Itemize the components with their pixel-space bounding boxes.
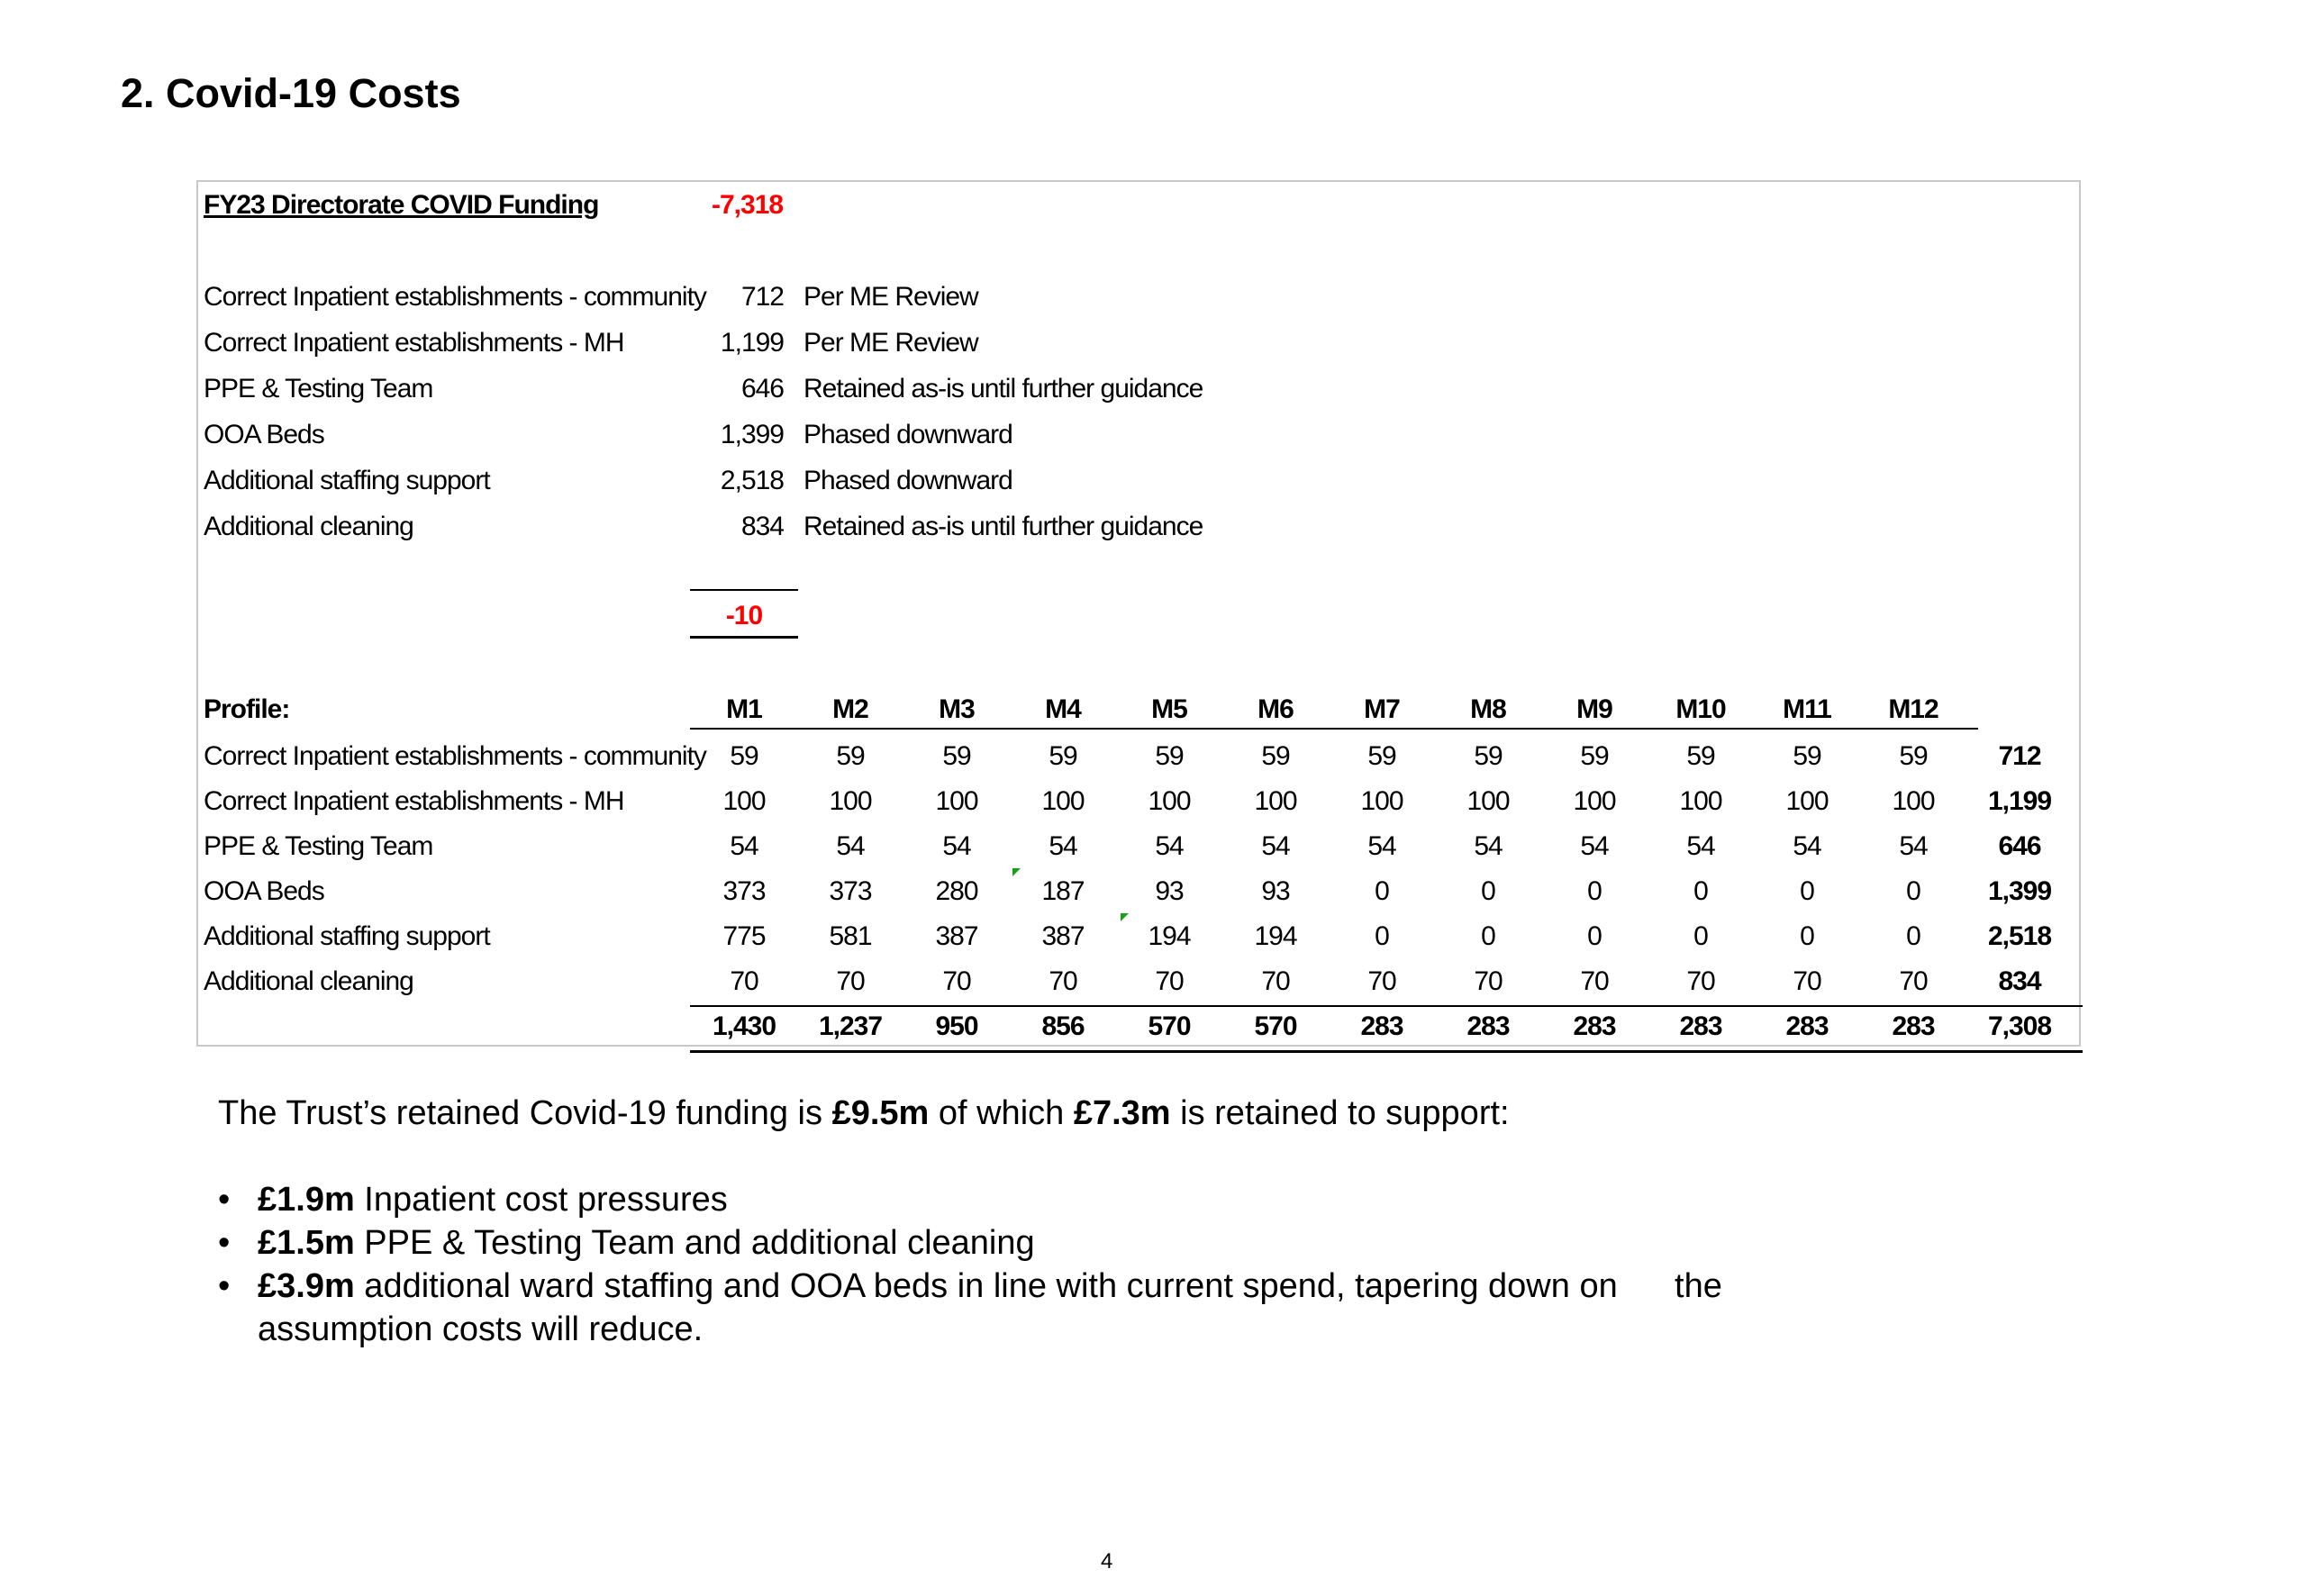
month-header-rule — [690, 728, 1978, 730]
profile-cell: 54 — [1686, 831, 1715, 861]
profile-cell: 59 — [1474, 741, 1503, 771]
profile-cell: 387 — [935, 921, 978, 951]
profile-cell: 0 — [1906, 876, 1920, 906]
month-total: 283 — [1785, 1011, 1829, 1041]
page-title: 2. Covid-19 Costs — [121, 70, 461, 116]
profile-row-total: 1,199 — [1987, 786, 2052, 816]
profile-row-total: 2,518 — [1987, 921, 2052, 951]
allocation-label: Correct Inpatient establishments - MH — [204, 328, 624, 358]
profile-cell: 54 — [836, 831, 865, 861]
allocation-label: Additional cleaning — [204, 512, 413, 541]
summary-intro: The Trust’s retained Covid-19 funding is £9.5m of which £7.3m is retained to support: — [218, 1094, 1510, 1132]
month-header: M9 — [1576, 694, 1612, 724]
profile-cell: 100 — [1892, 786, 1935, 816]
totals-bottom-rule — [690, 1050, 2083, 1053]
profile-cell: 0 — [1587, 921, 1602, 951]
profile-cell: 70 — [1686, 966, 1715, 996]
profile-row-label: Additional staffing support — [204, 921, 490, 951]
allocation-note: Retained as-is until further guidance — [803, 374, 1203, 404]
month-total: 283 — [1360, 1011, 1403, 1041]
month-header: M5 — [1151, 694, 1187, 724]
totals-top-rule — [690, 1005, 2083, 1007]
profile-cell: 0 — [1481, 876, 1495, 906]
month-total: 283 — [1892, 1011, 1935, 1041]
profile-cell: 0 — [1906, 921, 1920, 951]
profile-cell: 280 — [935, 876, 978, 906]
profile-cell: 59 — [1367, 741, 1396, 771]
profile-cell: 59 — [942, 741, 971, 771]
profile-cell: 373 — [722, 876, 766, 906]
profile-cell: 100 — [1041, 786, 1085, 816]
month-total: 856 — [1041, 1011, 1085, 1041]
month-header: M12 — [1888, 694, 1938, 724]
balance-bottom-rule — [690, 636, 798, 639]
funding-value: -7,318 — [712, 190, 784, 220]
profile-cell: 100 — [1785, 786, 1829, 816]
month-total: 570 — [1254, 1011, 1297, 1041]
profile-cell: 387 — [1041, 921, 1085, 951]
profile-row-total: 834 — [1998, 966, 2041, 996]
profile-cell: 93 — [1155, 876, 1184, 906]
allocation-note: Retained as-is until further guidance — [803, 512, 1203, 541]
month-header: M3 — [939, 694, 975, 724]
allocation-value: 712 — [740, 282, 784, 312]
month-header: M4 — [1045, 694, 1081, 724]
profile-row-label: PPE & Testing Team — [204, 831, 433, 861]
profile-row-label: Correct Inpatient establishments - MH — [204, 786, 624, 816]
profile-cell: 775 — [722, 921, 766, 951]
page-number: 4 — [1101, 1549, 1113, 1573]
profile-cell: 54 — [730, 831, 758, 861]
allocation-value: 1,399 — [720, 420, 784, 449]
profile-cell: 0 — [1800, 876, 1814, 906]
month-header: M7 — [1364, 694, 1400, 724]
profile-cell: 100 — [1148, 786, 1191, 816]
month-header: M11 — [1783, 694, 1831, 724]
profile-cell: 70 — [1474, 966, 1503, 996]
month-total: 283 — [1679, 1011, 1722, 1041]
profile-cell: 0 — [1375, 921, 1389, 951]
bullet-item: £3.9m additional ward staffing and OOA beds in line with current spend, tapering down on the — [258, 1267, 1722, 1305]
profile-cell: 194 — [1254, 921, 1297, 951]
month-total: 283 — [1573, 1011, 1616, 1041]
profile-row-total: 712 — [1998, 741, 2041, 771]
profile-cell: 59 — [1580, 741, 1609, 771]
month-total: 1,237 — [818, 1011, 883, 1041]
bullet-marker: • — [218, 1224, 231, 1262]
profile-cell: 581 — [829, 921, 872, 951]
profile-cell: 54 — [1474, 831, 1503, 861]
comment-marker-icon — [1121, 913, 1129, 921]
profile-cell: 59 — [1155, 741, 1184, 771]
allocation-label: PPE & Testing Team — [204, 374, 433, 404]
month-header: M6 — [1257, 694, 1294, 724]
profile-label: Profile: — [204, 694, 290, 724]
profile-cell: 100 — [1254, 786, 1297, 816]
profile-cell: 70 — [836, 966, 865, 996]
profile-cell: 100 — [1679, 786, 1722, 816]
covid-funding-spreadsheet — [196, 180, 2081, 1047]
balance-value: -10 — [725, 601, 763, 630]
profile-row-label: OOA Beds — [204, 876, 324, 906]
profile-cell: 70 — [1899, 966, 1928, 996]
month-header: M8 — [1470, 694, 1506, 724]
bullet-marker: • — [218, 1181, 231, 1219]
grand-total: 7,308 — [1987, 1011, 2052, 1041]
profile-cell: 187 — [1041, 876, 1085, 906]
profile-cell: 194 — [1148, 921, 1191, 951]
profile-cell: 70 — [1049, 966, 1077, 996]
allocation-note: Per ME Review — [803, 328, 978, 358]
profile-cell: 54 — [1367, 831, 1396, 861]
profile-cell: 100 — [829, 786, 872, 816]
month-total: 1,430 — [712, 1011, 776, 1041]
month-header: M10 — [1675, 694, 1726, 724]
profile-cell: 0 — [1587, 876, 1602, 906]
comment-marker-icon — [1012, 868, 1021, 876]
allocation-value: 646 — [740, 374, 784, 404]
profile-cell: 54 — [1049, 831, 1077, 861]
profile-cell: 59 — [1049, 741, 1077, 771]
profile-cell: 70 — [1155, 966, 1184, 996]
profile-cell: 70 — [942, 966, 971, 996]
profile-cell: 0 — [1800, 921, 1814, 951]
profile-cell: 100 — [1466, 786, 1510, 816]
profile-cell: 70 — [730, 966, 758, 996]
profile-cell: 59 — [1899, 741, 1928, 771]
balance-top-rule — [690, 589, 798, 591]
profile-cell: 100 — [1360, 786, 1403, 816]
profile-cell: 373 — [829, 876, 872, 906]
profile-cell: 54 — [1261, 831, 1290, 861]
profile-cell: 59 — [836, 741, 865, 771]
profile-cell: 59 — [1261, 741, 1290, 771]
profile-cell: 59 — [730, 741, 758, 771]
profile-cell: 70 — [1367, 966, 1396, 996]
profile-cell: 59 — [1793, 741, 1821, 771]
profile-cell: 70 — [1580, 966, 1609, 996]
allocation-label: Additional staffing support — [204, 466, 490, 495]
allocation-value: 2,518 — [720, 466, 784, 495]
allocation-note: Phased downward — [803, 466, 1012, 495]
month-total: 283 — [1466, 1011, 1510, 1041]
allocation-value: 1,199 — [720, 328, 784, 358]
profile-cell: 59 — [1686, 741, 1715, 771]
bullet-item: £1.9m Inpatient cost pressures — [258, 1181, 728, 1219]
month-header: M1 — [726, 694, 762, 724]
month-total: 950 — [935, 1011, 978, 1041]
bullet-item: £1.5m PPE & Testing Team and additional cleaning — [258, 1224, 1035, 1262]
profile-cell: 0 — [1375, 876, 1389, 906]
profile-cell: 54 — [1580, 831, 1609, 861]
allocation-label: OOA Beds — [204, 420, 324, 449]
profile-cell: 100 — [1573, 786, 1616, 816]
profile-cell: 70 — [1261, 966, 1290, 996]
month-header: M2 — [832, 694, 868, 724]
allocation-note: Phased downward — [803, 420, 1012, 449]
profile-cell: 70 — [1793, 966, 1821, 996]
profile-cell: 0 — [1693, 921, 1708, 951]
profile-cell: 54 — [1155, 831, 1184, 861]
profile-row-label: Additional cleaning — [204, 966, 413, 996]
allocation-note: Per ME Review — [803, 282, 978, 312]
month-total: 570 — [1148, 1011, 1191, 1041]
profile-cell: 0 — [1481, 921, 1495, 951]
bullet-marker: • — [218, 1267, 231, 1305]
profile-row-label: Correct Inpatient establishments - community — [204, 741, 706, 771]
funding-label: FY23 Directorate COVID Funding — [204, 190, 599, 220]
profile-cell: 54 — [1793, 831, 1821, 861]
profile-cell: 54 — [1899, 831, 1928, 861]
bullet-item-continuation: assumption costs will reduce. — [258, 1310, 704, 1348]
profile-cell: 0 — [1693, 876, 1708, 906]
profile-cell: 93 — [1261, 876, 1290, 906]
profile-row-total: 646 — [1998, 831, 2041, 861]
profile-cell: 100 — [935, 786, 978, 816]
allocation-label: Correct Inpatient establishments - community — [204, 282, 706, 312]
profile-cell: 100 — [722, 786, 766, 816]
profile-cell: 54 — [942, 831, 971, 861]
allocation-value: 834 — [740, 512, 784, 541]
profile-row-total: 1,399 — [1987, 876, 2052, 906]
